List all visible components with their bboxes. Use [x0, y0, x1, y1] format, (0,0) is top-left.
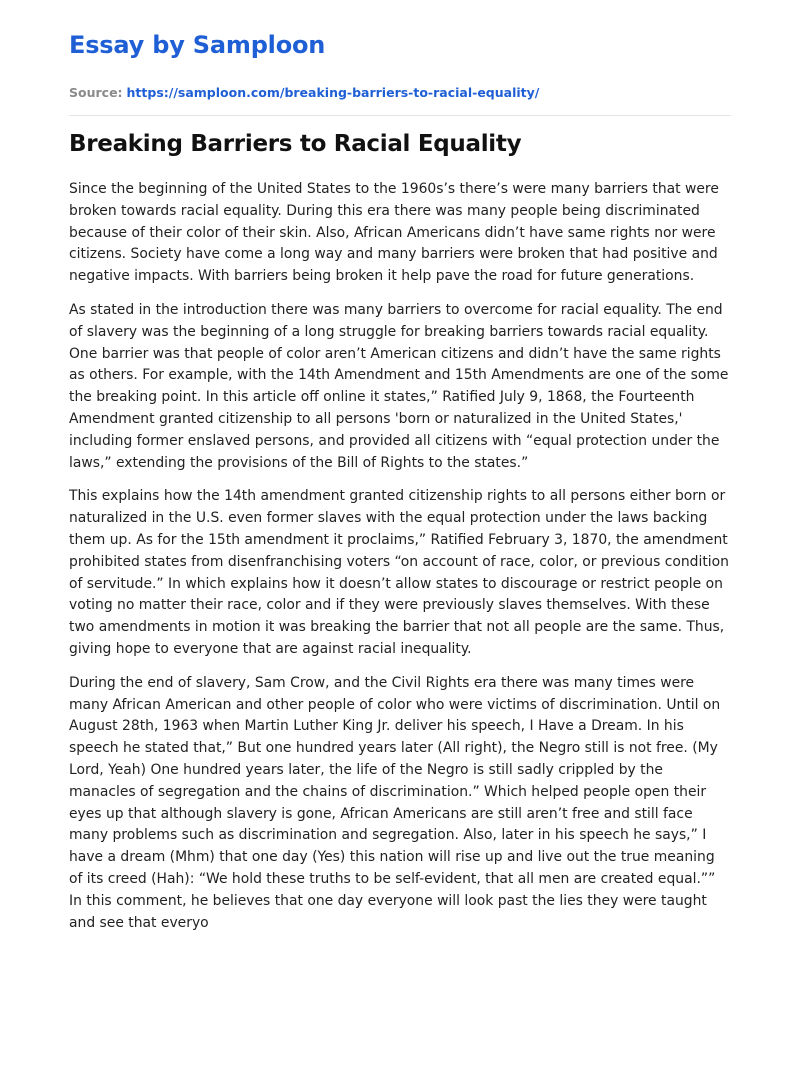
brand-title: Essay by Samploon: [69, 31, 326, 59]
essay-paragraph: As stated in the introduction there was many barriers to overcome for racial equality. The end of slavery was the beginning of a long struggle for breaking barriers towards racial equality. One barrier was that people of color aren’t American citizens and didn’t have the same rights as others. For example, with the 14th Amendment and 15th Amendments are one of the some the breaking point. In this article off online it states,” Ratified July 9, 1868, the Fourteenth Amendment granted citizenship to all persons 'born or naturalized in the United States,' including former enslaved persons, and provided all citizens with “equal protection under the laws,” extending the provisions of the Bill of Rights to the states.”: [69, 301, 729, 471]
essay-body: [69, 179, 731, 934]
essay-paragraph: Since the beginning of the United States to the 1960s’s there’s were many barriers that were broken towards racial equality. During this era there was many people being discriminated because of their color of their skin. Also, African Americans didn’t have same rights nor were citizens. Society have come a long way and many barriers were broken that had positive and negative impacts. With barriers being broken it help pave the road for future generations.: [69, 181, 719, 285]
essay-title: Breaking Barriers to Racial Equality: [69, 131, 522, 157]
essay-paragraph: During the end of slavery, Sam Crow, and the Civil Rights era there was many times were many African American and other people of color who were victims of discrimination. Until on August 28th, 1963 when Martin Luther King Jr. deliver his speech, I Have a Dream. In his speech he stated that,” But one hundred years later (All right), the Negro still is not free. (My Lord, Yeah) One hundred years later, the life of the Negro is still sadly crippled by the manacles of segregation and the chains of discrimination.” Which helped people open their eyes up that although slavery is gone, African Americans are still aren’t free and still face many problems such as discrimination and segregation. Also, later in his speech he says,” I have a dream (Mhm) that one day (Yes) this nation will rise up and live out the true meaning of its creed (Hah): “We hold these truths to be self-evident, that all men are created equal.”” In this comment, he believes that one day everyone will look past the lies they were taught and see that everyo: [69, 674, 721, 931]
essay-paragraph: This explains how the 14th amendment granted citizenship rights to all persons either born or naturalized in the U.S. even former slaves with the equal protection under the laws backing them up. As for the 15th amendment it proclaims,” Ratified February 3, 1870, the amendment prohibited states from disenfranchising voters “on account of race, color, or previous condition of servitude.” In which explains how it doesn’t allow states to discourage or restrict people on voting no matter their race, color and if they were previously slaves themselves. With these two amendments in motion it was breaking the barrier that not all people are the same. Thus, giving hope to everyone that are against racial inequality.: [69, 488, 729, 657]
source-link[interactable]: https://samploon.com/breaking-barriers-to-racial-equality/: [126, 85, 540, 100]
document-page: [69, 0, 731, 946]
source-line: [69, 85, 731, 101]
source-label: Source:: [69, 85, 123, 100]
header-divider: [69, 115, 731, 116]
